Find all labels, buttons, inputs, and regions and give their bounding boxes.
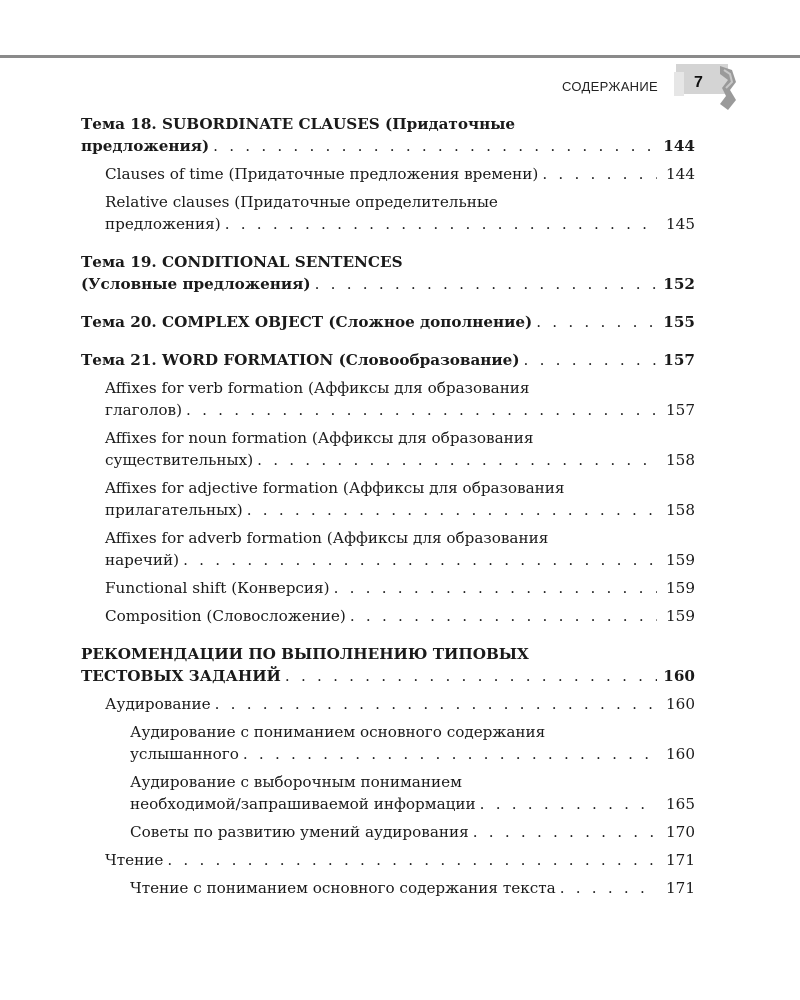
toc-entry-title: Тема 21. WORD FORMATION (Словообразование) [81,351,520,369]
toc-page-number: 158 [666,451,695,469]
toc-entry-verb-affixes[interactable] [81,377,695,421]
dot-leader [560,877,657,899]
toc-entry-recommendations[interactable] [81,643,695,687]
toc-entry-title: Чтение с пониманием основного содержания текста [130,879,556,897]
dot-leader [542,163,657,185]
toc-entry-listening-selective[interactable] [81,771,695,815]
page-number: 7 [694,74,703,91]
dot-leader [225,213,657,235]
toc-entry-functional-shift[interactable] [81,577,695,599]
toc-entry-title: Clauses of time (Придаточные предложения времени) [105,165,539,183]
toc-entry-title: наречий) [105,551,180,569]
toc-page-number: 159 [666,607,695,625]
toc-page-number: 160 [666,745,695,763]
toc-page-number: 159 [666,551,695,569]
toc-page-number: 160 [663,667,695,685]
toc-page-number: 160 [666,695,695,713]
dot-leader [257,449,657,471]
running-header: СОДЕРЖАНИЕ [561,79,658,94]
toc-page-number: 159 [666,579,695,597]
toc-entry-title: прилагательных) [105,501,243,519]
toc-entry-topic-21[interactable] [81,349,695,371]
toc-entry-topic-18[interactable] [81,113,695,157]
toc-entry-topic-20[interactable] [81,311,695,333]
toc-page-number: 157 [663,351,695,369]
toc-entry-title: услышанного [130,745,239,763]
toc-page-number: 152 [663,275,695,293]
toc-entry-title: ТЕСТОВЫХ ЗАДАНИЙ [81,667,281,685]
toc-entry-title: Affixes for verb formation (Аффиксы для образования [105,379,530,397]
toc-entry-listening[interactable] [81,693,695,715]
toc-entry-title: глаголов) [105,401,183,419]
toc-entry-title: Тема 19. CONDITIONAL SENTENCES [81,253,403,271]
toc-entry-title: Тема 20. COMPLEX OBJECT (Сложное дополнение) [81,313,533,331]
toc-entry-reading-general[interactable] [81,877,695,899]
toc-entry-title: Composition (Словосложение) [105,607,346,625]
header-rule [0,55,800,58]
dot-leader [473,821,657,843]
dot-leader [524,349,657,371]
toc-entry-title: Советы по развитию умений аудирования [130,823,469,841]
dot-leader [183,549,657,571]
dot-leader [334,577,657,599]
table-of-contents [81,113,695,899]
dot-leader [480,793,657,815]
toc-page-number: 171 [666,879,695,897]
toc-entry-title: предложения) [81,137,210,155]
toc-page-number: 170 [666,823,695,841]
toc-entry-title: существительных) [105,451,254,469]
toc-entry-reading[interactable] [81,849,695,871]
toc-entry-relative-clauses[interactable] [81,191,695,235]
toc-entry-title: Аудирование [105,695,211,713]
toc-entry-title: Functional shift (Конверсия) [105,579,330,597]
toc-entry-title: необходимой/запрашиваемой информации [130,795,476,813]
dot-leader [243,743,657,765]
toc-page-number: 145 [666,215,695,233]
toc-entry-adverb-affixes[interactable] [81,527,695,571]
toc-entry-composition[interactable] [81,605,695,627]
toc-page-number: 144 [663,137,695,155]
dot-leader [285,665,657,687]
toc-entry-title: РЕКОМЕНДАЦИИ ПО ВЫПОЛНЕНИЮ ТИПОВЫХ [81,645,529,663]
toc-entry-title: Affixes for noun formation (Аффиксы для образования [105,429,534,447]
dot-leader [213,135,657,157]
toc-entry-title: предложения) [105,215,221,233]
toc-page-number: 171 [666,851,695,869]
dot-leader [536,311,657,333]
toc-entry-listening-general[interactable] [81,721,695,765]
toc-entry-topic-19[interactable] [81,251,695,295]
page-tab-graphic [672,60,742,110]
dot-leader [350,605,657,627]
dot-leader [167,849,657,871]
dot-leader [247,499,657,521]
page-number-tab [672,60,742,110]
toc-entry-listening-tips[interactable] [81,821,695,843]
toc-page-number: 155 [663,313,695,331]
toc-entry-noun-affixes[interactable] [81,427,695,471]
toc-entry-title: Чтение [105,851,164,869]
toc-page-number: 158 [666,501,695,519]
dot-leader [186,399,657,421]
toc-page-number: 144 [666,165,695,183]
toc-entry-title: Affixes for adjective formation (Аффиксы для образования [105,479,565,497]
toc-entry-title: Affixes for adverb formation (Аффиксы для образования [105,529,549,547]
toc-entry-adjective-affixes[interactable] [81,477,695,521]
dot-leader [215,693,657,715]
toc-page-number: 157 [666,401,695,419]
dot-leader [315,273,657,295]
toc-entry-title: Relative clauses (Придаточные определительные [105,193,498,211]
toc-entry-title: (Условные предложения) [81,275,311,293]
toc-page-number: 165 [666,795,695,813]
toc-entry-title: Аудирование с выборочным пониманием [130,773,462,791]
toc-entry-title: Аудирование с пониманием основного содержания [130,723,546,741]
toc-entry-title: Тема 18. SUBORDINATE CLAUSES (Придаточные [81,115,516,133]
toc-entry-clauses-of-time[interactable] [81,163,695,185]
